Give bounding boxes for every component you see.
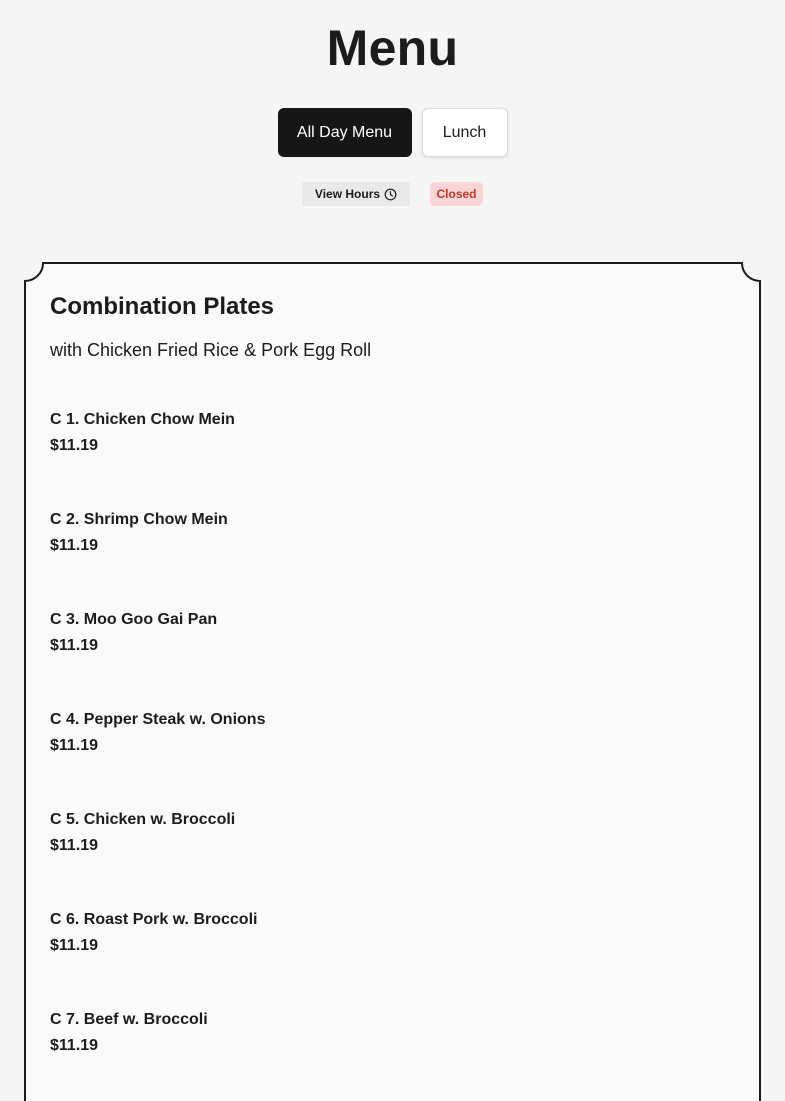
item-price: $11.19 <box>50 637 99 654</box>
item-price: $11.19 <box>50 737 99 754</box>
menu-section-card <box>24 262 761 1101</box>
menu-tabs <box>0 108 785 157</box>
view-hours-label: View Hours <box>314 187 381 201</box>
section-subtitle: with Chicken Fried Rice & Pork Egg Roll <box>50 340 372 360</box>
item-name: C 1. Chicken Chow Mein <box>50 411 235 428</box>
item-price: $11.19 <box>50 937 99 954</box>
view-hours-button[interactable] <box>302 182 410 206</box>
item-name: C 2. Shrimp Chow Mein <box>50 511 228 528</box>
item-price: $11.19 <box>50 437 99 454</box>
menu-item[interactable] <box>50 1008 730 1101</box>
section-title: Combination Plates <box>50 293 275 320</box>
clock-icon <box>384 188 397 201</box>
item-price: $11.19 <box>50 837 99 854</box>
page-title: Menu <box>326 20 459 76</box>
menu-item[interactable] <box>50 408 730 508</box>
status-badge: Closed <box>430 182 483 206</box>
menu-item[interactable] <box>50 808 730 908</box>
menu-item[interactable] <box>50 908 730 1008</box>
menu-item-list <box>50 408 730 1101</box>
item-name: C 4. Pepper Steak w. Onions <box>50 711 266 728</box>
menu-item[interactable] <box>50 708 730 808</box>
tab-all-day-menu[interactable]: All Day Menu <box>278 108 412 157</box>
item-name: C 3. Moo Goo Gai Pan <box>50 611 218 628</box>
item-price: $11.19 <box>50 1037 99 1054</box>
item-name: C 7. Beef w. Broccoli <box>50 1011 208 1028</box>
hours-row <box>0 182 785 206</box>
item-price: $11.19 <box>50 537 99 554</box>
menu-item[interactable] <box>50 608 730 708</box>
item-name: C 5. Chicken w. Broccoli <box>50 811 236 828</box>
tab-lunch[interactable]: Lunch <box>422 108 508 157</box>
menu-item[interactable] <box>50 508 730 608</box>
item-name: C 6. Roast Pork w. Broccoli <box>50 911 258 928</box>
